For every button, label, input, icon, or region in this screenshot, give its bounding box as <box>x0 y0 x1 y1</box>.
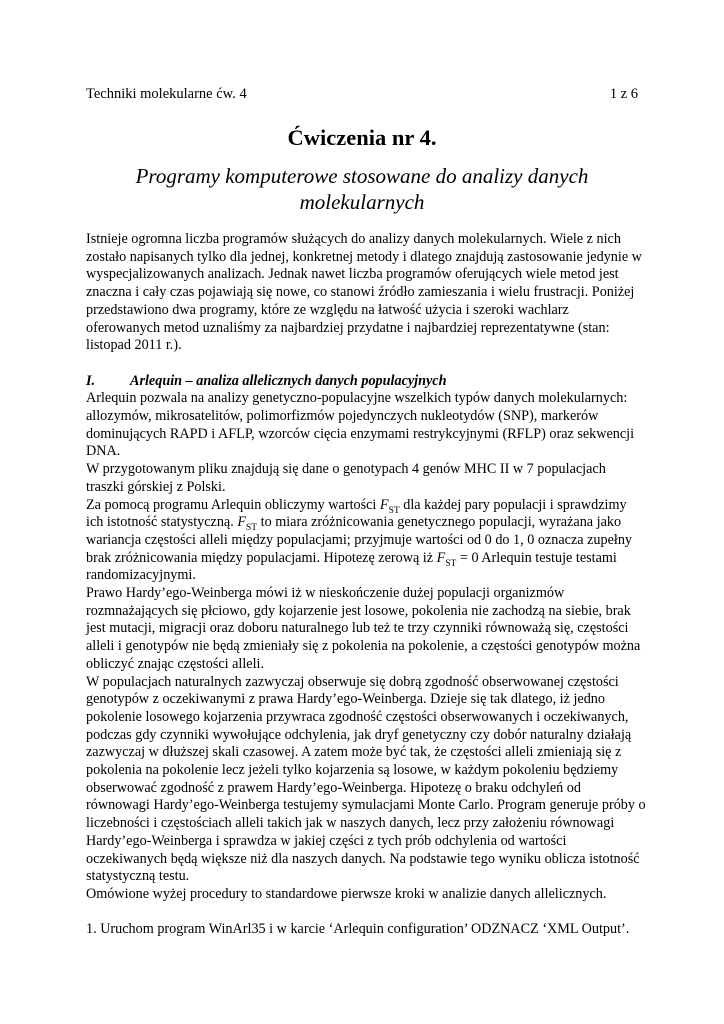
fst-text-c: to miara zróżnicowania genetycznego populacji, wyrażana jako wariancja częstości alleli między populacjami; przyjmuje wartości od 0 do 1, 0 oznacza zupełny brak zróżnicowania między populacjami. Hipotezę zerową iż <box>86 514 633 566</box>
fst-symbol: $F_{ST}$ <box>379 496 400 516</box>
page-subtitle: Programy komputerowe stosowane do analizy danych molekularnych <box>135 164 589 214</box>
page-number: 1 z 6 <box>609 86 638 102</box>
paragraph-fst <box>86 497 646 586</box>
paragraph-arlequin-intro: Arlequin pozwala na analizy genetyczno-populacyjne wszelkich typów danych molekularnych: allozymów, mikrosatelitów, polimorfizmów pojedynczych nukleotydów (SNP), markerów dominujących RAPD i AFLP, wzorców cięcia enzymami restrykcyjnymi (RFLP) oraz sekwencji DNA. <box>86 390 635 460</box>
fst-text-a: Za pomocą programu Arlequin obliczymy wartości <box>86 496 380 513</box>
paragraph-hardy-weinberg-law: Prawo Hardy’ego-Weinberga mówi iż w nieskończenie dużej populacji organizmów rozmnażających się płciowo, gdy kojarzenie jest losowe, pokolenia nie zachodzą na siebie, brak jest mutacji, migracji oraz doboru naturalnego lub też te trzy czynniki równoważą się, częstości alleli i genotypów nie będą zmieniały się z pokolenia na pokolenie, a częstości genotypów można obliczyć znając częstości alleli. <box>86 585 641 672</box>
running-header-title: Techniki molekularne ćw. 4 <box>86 86 247 102</box>
document-body <box>86 231 646 939</box>
section-number: I. <box>86 372 96 389</box>
section-title: Arlequin – analiza allelicznych danych populacyjnych <box>130 372 447 389</box>
fst-text-d: = 0 Arlequin testuje testami randomizacyjnymi. <box>86 549 617 584</box>
paragraph-summary: Omówione wyżej procedury to standardowe pierwsze kroki w analizie danych allelicznych. <box>86 886 607 902</box>
instruction-step-1: 1. Uruchom program WinArl35 i w karcie ‘Arlequin configuration’ ODZNACZ ‘XML Output’. <box>86 921 630 938</box>
fst-symbol: $F_{ST}$ <box>237 514 258 534</box>
fst-symbol: $F_{ST}$ <box>436 549 457 569</box>
section-heading <box>86 373 646 391</box>
paragraph-data-description: W przygotowanym pliku znajdują się dane o genotypach 4 genów MHC II w 7 populacjach traszki górskiej z Polski. <box>86 461 606 495</box>
intro-paragraph: Istnieje ogromna liczba programów służących do analizy danych molekularnych. Wiele z nich zostało napisanych tylko dla jednej, konkretnej metody i dlatego znajdują zastosowanie jedynie w wyspecjalizowanych analizach. Jednak nawet liczba programów oferujących wiele metod jest znaczna i cały czas pojawiają się nowe, co stanowi źródło zamieszania i wielu frustracji. Poniżej przedstawiono dwa programy, które ze względu na łatwość użycia i szeroki wachlarz oferowanych metod uznaliśmy za najbardziej przydatne i najbardziej reprezentatywne (stan: listopad 2011 r.). <box>86 231 642 354</box>
page-title: Ćwiczenia nr 4. <box>287 125 437 150</box>
fst-text-b: dla każdej pary populacji i sprawdzimy ich istotność statystyczną. <box>86 496 627 531</box>
paragraph-hardy-weinberg-test: W populacjach naturalnych zazwyczaj obserwuje się dobrą zgodność obserwowanej częstości genotypów z oczekiwanymi z prawa Hardy’ego-Weinberga. Dzieje się tak dlatego, iż jedno pokolenie losowego kojarzenia przywraca zgodność częstości obserwowanych i oczekiwanych, podczas gdy czynniki wywołujące odchylenia, jak dryf genetyczny czy dobór naturalny działają zazwyczaj w dłuższej skali czasowej. A zatem może być tak, że częstości alleli zmieniają się z pokolenia na pokolenie lecz jeżeli tylko kojarzenia są losowe, w każdym pokoleniu będziemy obserwować zgodność z prawem Hardy’ego-Weinberga. Hipotezę o braku odchyleń od równowagi Hardy’ego-Weinberga testujemy symulacjami Monte Carlo. Program generuje próby o liczebności i częstościach alleli takich jak w naszych danych, lecz przy założeniu równowagi Hardy’ego-Weinberga i sprawdza w jakiej części z tych prób odchylenia od wartości oczekiwanych będą większe niż dla naszych danych. Na podstawie tego wyniku oblicza istotność statystyczną testu. <box>86 673 646 885</box>
